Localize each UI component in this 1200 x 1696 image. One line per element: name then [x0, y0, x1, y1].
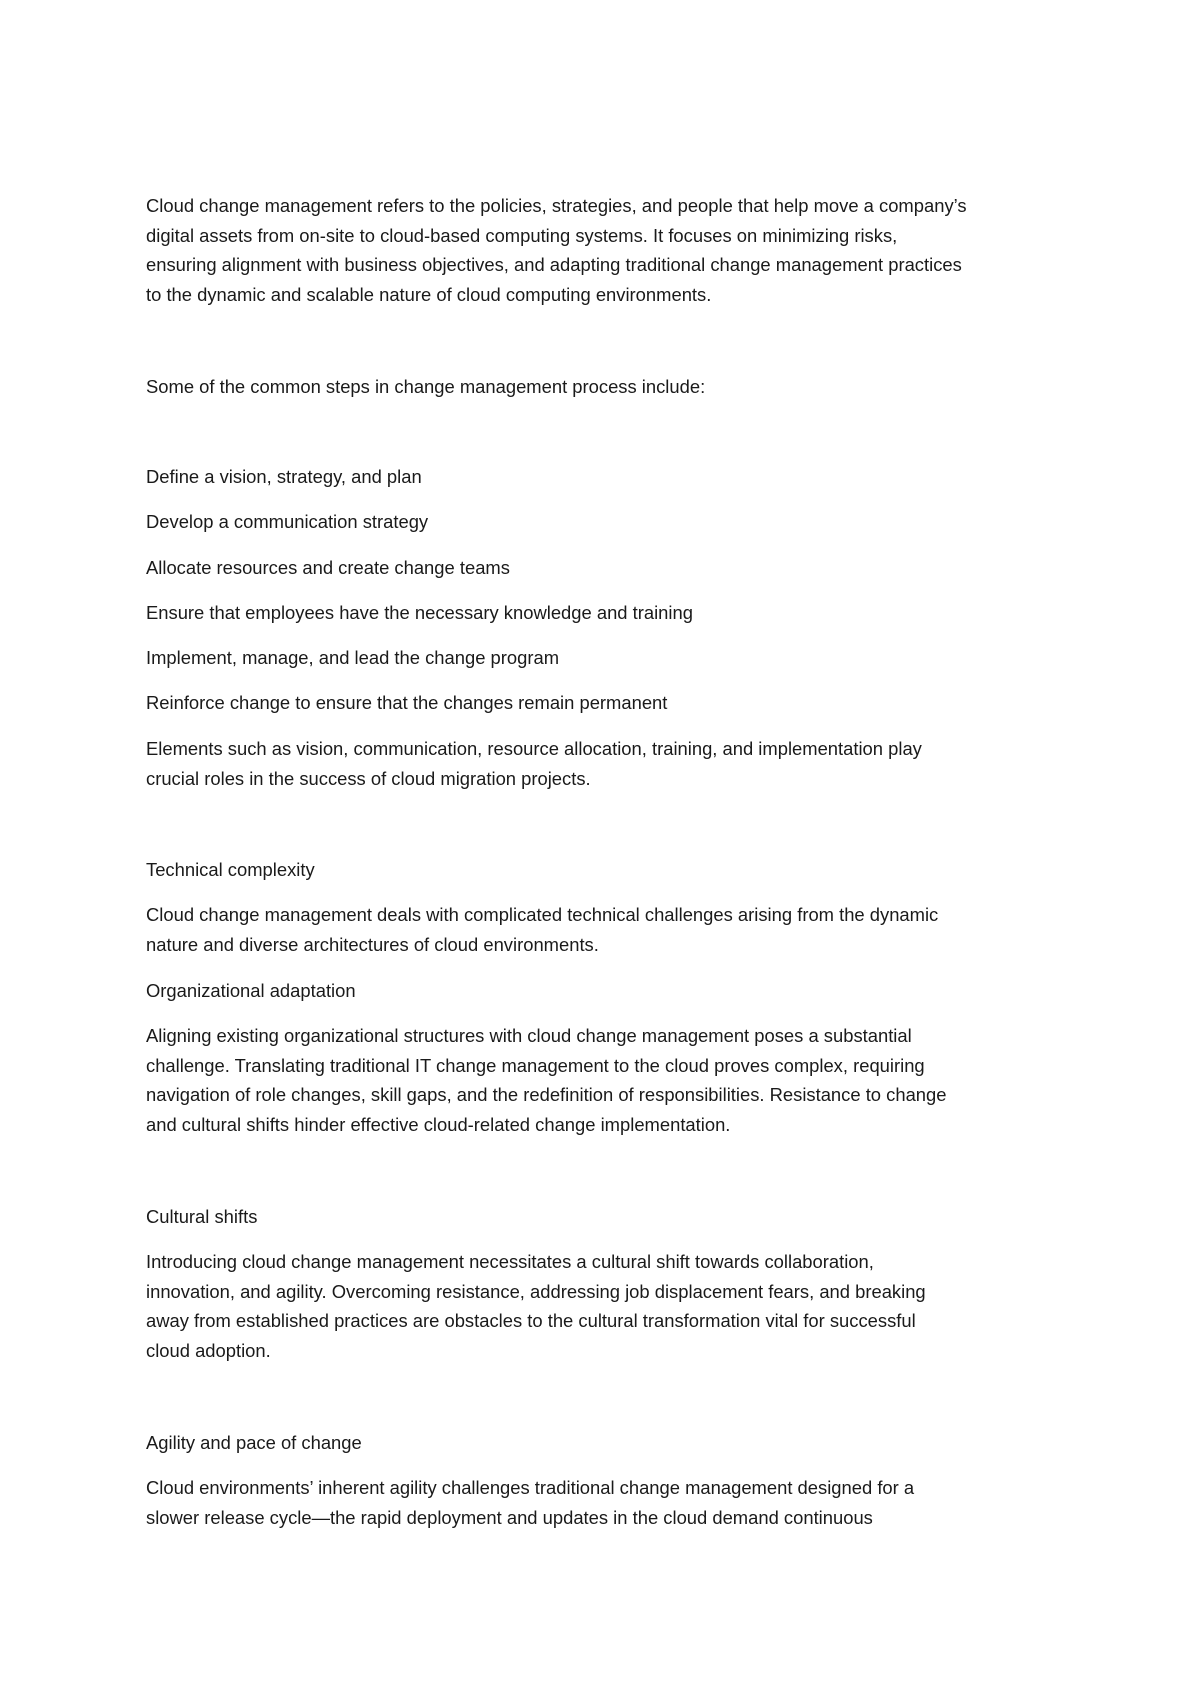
section-line: and cultural shifts hinder effective cloud-related change implementation.	[146, 1113, 731, 1135]
steps-intro: Some of the common steps in change management process include:	[146, 376, 706, 397]
section-line: challenge. Translating traditional IT change management to the cloud proves complex, requiring	[146, 1054, 925, 1076]
section-paragraph-organizational-adaptation	[146, 1021, 946, 1139]
step-item: Allocate resources and create change teams	[146, 557, 510, 578]
section-paragraph-technical-complexity	[146, 900, 938, 959]
section-line: Cloud environments’ inherent agility challenges traditional change management designed for a	[146, 1477, 915, 1498]
section-heading-agility-and-pace: Agility and pace of change	[146, 1432, 362, 1453]
section-line: innovation, and agility. Overcoming resistance, addressing job displacement fears, and breaking	[146, 1280, 926, 1302]
section-line: Aligning existing organizational structures with cloud change management poses a substantial	[146, 1025, 912, 1046]
step-item: Ensure that employees have the necessary knowledge and training	[146, 602, 693, 623]
intro-paragraph	[146, 191, 967, 309]
step-item: Define a vision, strategy, and plan	[146, 466, 422, 487]
intro-line: to the dynamic and scalable nature of cloud computing environments.	[146, 283, 712, 305]
section-line: navigation of role changes, skill gaps, and the redefinition of responsibilities. Resistance to change	[146, 1084, 947, 1105]
section-heading-technical-complexity: Technical complexity	[146, 859, 315, 880]
intro-line: digital assets from on-site to cloud-based computing systems. It focuses on minimizing risks,	[146, 224, 898, 246]
section-paragraph-agility-and-pace	[146, 1473, 914, 1532]
intro-line: ensuring alignment with business objectives, and adapting traditional change management practices	[146, 254, 962, 275]
section-line: slower release cycle—the rapid deployment and updates in the cloud demand continuous	[146, 1506, 873, 1528]
elements-paragraph	[146, 734, 922, 793]
section-heading-organizational-adaptation: Organizational adaptation	[146, 980, 356, 1001]
step-item: Reinforce change to ensure that the changes remain permanent	[146, 692, 668, 713]
elements-line: Elements such as vision, communication, resource allocation, training, and implementation play	[146, 738, 922, 759]
section-line: Introducing cloud change management necessitates a cultural shift towards collaboration,	[146, 1251, 874, 1272]
section-line: cloud adoption.	[146, 1339, 271, 1361]
step-item: Develop a communication strategy	[146, 511, 429, 532]
elements-line: crucial roles in the success of cloud migration projects.	[146, 767, 591, 789]
section-paragraph-cultural-shifts	[146, 1247, 926, 1365]
section-line: Cloud change management deals with complicated technical challenges arising from the dynamic	[146, 904, 939, 925]
step-item: Implement, manage, and lead the change program	[146, 647, 560, 668]
section-heading-cultural-shifts: Cultural shifts	[146, 1206, 258, 1227]
section-line: nature and diverse architectures of cloud environments.	[146, 933, 599, 955]
intro-line: Cloud change management refers to the policies, strategies, and people that help move a company’s	[146, 195, 967, 216]
section-line: away from established practices are obstacles to the cultural transformation vital for successful	[146, 1310, 916, 1331]
